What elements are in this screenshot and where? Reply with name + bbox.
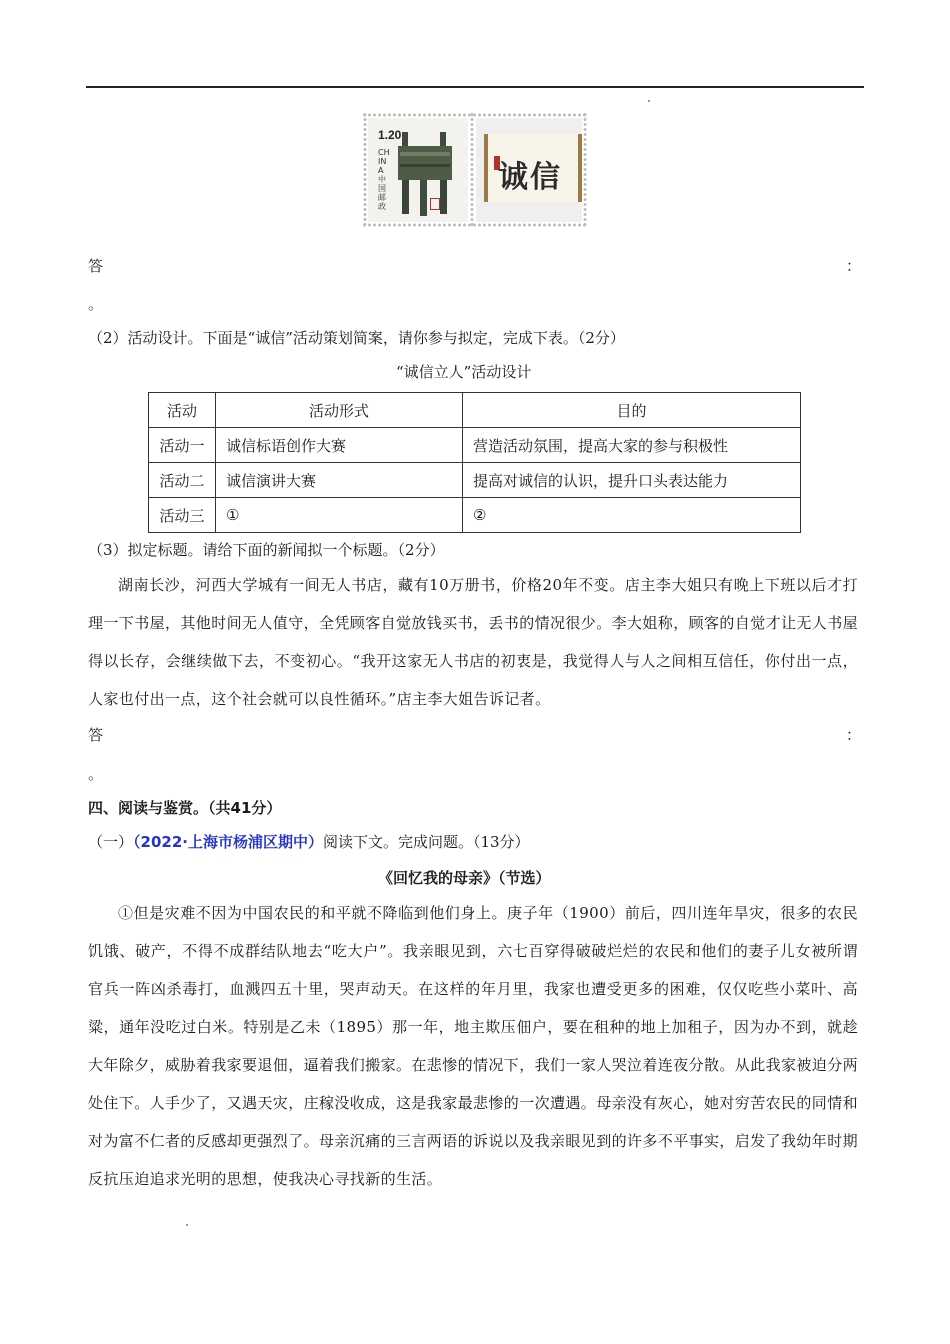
header-purpose: 目的 bbox=[463, 393, 801, 428]
header-form: 活动形式 bbox=[216, 393, 463, 428]
table-header-row bbox=[149, 393, 801, 428]
table-row bbox=[149, 498, 801, 533]
answer-colon-2: ： bbox=[846, 726, 862, 744]
table-title: “诚信立人”活动设计 bbox=[396, 363, 532, 381]
answer-end-2: 。 bbox=[88, 765, 104, 783]
perforation-top bbox=[362, 112, 588, 118]
table-cell: 诚信演讲大赛 bbox=[216, 463, 463, 498]
activity-table bbox=[148, 392, 801, 533]
speck bbox=[186, 1224, 188, 1226]
speck bbox=[648, 100, 650, 102]
table-cell: 活动三 bbox=[149, 498, 216, 533]
answer-label-1: 答 bbox=[88, 257, 104, 275]
calligraphy-text: 诚信 bbox=[498, 160, 562, 195]
answer-colon-1: ： bbox=[846, 257, 862, 275]
stamp-calligraphy-panel bbox=[476, 118, 582, 222]
stamp-ding-panel bbox=[368, 118, 468, 222]
stamp-image bbox=[362, 112, 588, 228]
section-4-heading: 四、阅读与鉴赏。（共41分） bbox=[88, 799, 282, 817]
article-paragraph-1: ①但是灾难不因为中国农民的和平就不降临到他们身上。庚子年（1900）前后，四川连年旱灾，很多的农民饥饿、破产，不得不成群结队地去“吃大户”。我亲眼见到，六七百穿得破破烂烂的农民和他们的妻子儿女被所谓官兵一阵凶杀毒打，血溅四五十里，哭声动天。在这样的年月里，我家也遭受更多的困难，仅仅吃些小菜叶、高粱，通年没吃过白米。特别是乙未（1895）那一年，地主欺压佃户，要在租种的地上加租子，因为办不到，就趁大年除夕，威胁着我家要退佃，逼着我们搬家。在悲惨的情况下，我们一家人哭泣着连夜分散。从此我家被迫分两处住下。人手少了，又遇天灾，庄稼没收成，这是我家最悲惨的一次遭遇。母亲没有灰心，她对穷苦农民的同情和对为富不仁者的反感却更强烈了。母亲沉痛的三言两语的诉说以及我亲眼见到的许多不平事实，启发了我幼年时期反抗压迫追求光明的思想，使我决心寻找新的生活。 bbox=[88, 904, 859, 1188]
source-link[interactable]: （2022·上海市杨浦区期中） bbox=[133, 833, 323, 851]
perforation-middle bbox=[469, 112, 475, 228]
table-row bbox=[149, 463, 801, 498]
table-cell: 活动一 bbox=[149, 428, 216, 463]
stamp-small-seal bbox=[430, 198, 440, 210]
perforation-right bbox=[582, 112, 588, 228]
answer-blank-1[interactable]: ① bbox=[216, 498, 463, 533]
table-cell: 提高对诚信的认识，提升口头表达能力 bbox=[463, 463, 801, 498]
question-3-prompt: （3）拟定标题。请给下面的新闻拟一个标题。（2分） bbox=[88, 541, 445, 559]
answer-label-2: 答 bbox=[88, 726, 104, 744]
bronze-ding-icon bbox=[368, 118, 468, 222]
table-cell: 诚信标语创作大赛 bbox=[216, 428, 463, 463]
question-2-prompt: （2）活动设计。下面是“诚信”活动策划简案，请你参与拟定，完成下表。（2分） bbox=[88, 329, 625, 347]
stamp-vertical-text: CHINA 中国邮政 bbox=[378, 148, 390, 211]
table-cell: 营造活动氛围，提高大家的参与积极性 bbox=[463, 428, 801, 463]
perforation-left bbox=[362, 112, 368, 228]
calligraphy-scroll bbox=[484, 134, 582, 202]
header-rule bbox=[86, 86, 864, 88]
subsection-line bbox=[88, 832, 530, 852]
header-activity: 活动 bbox=[149, 393, 216, 428]
article-title: 《回忆我的母亲》（节选） bbox=[378, 869, 551, 887]
answer-end-1: 。 bbox=[88, 295, 104, 313]
subsection-suffix: 阅读下文。完成问题。（13分） bbox=[322, 833, 530, 851]
table-cell: 活动二 bbox=[149, 463, 216, 498]
answer-blank-2[interactable]: ② bbox=[463, 498, 801, 533]
subsection-prefix: （一） bbox=[88, 833, 134, 851]
perforation-bottom bbox=[362, 222, 588, 228]
stamp-price: 1.20 bbox=[378, 128, 402, 142]
news-paragraph: 湖南长沙，河西大学城有一间无人书店，藏有10万册书，价格20年不变。店主李大姐只有晚上下班以后才打理一下书屋，其他时间无人值守，全凭顾客自觉放钱买书，丢书的情况很少。李大姐称，顾客的自觉才让无人书屋得以长存，会继续做下去，不变初心。“我开这家无人书店的初衷是，我觉得人与人之间相互信任，你付出一点，人家也付出一点，这个社会就可以良性循环。”店主李大姐告诉记者。 bbox=[88, 576, 859, 708]
table-row bbox=[149, 428, 801, 463]
